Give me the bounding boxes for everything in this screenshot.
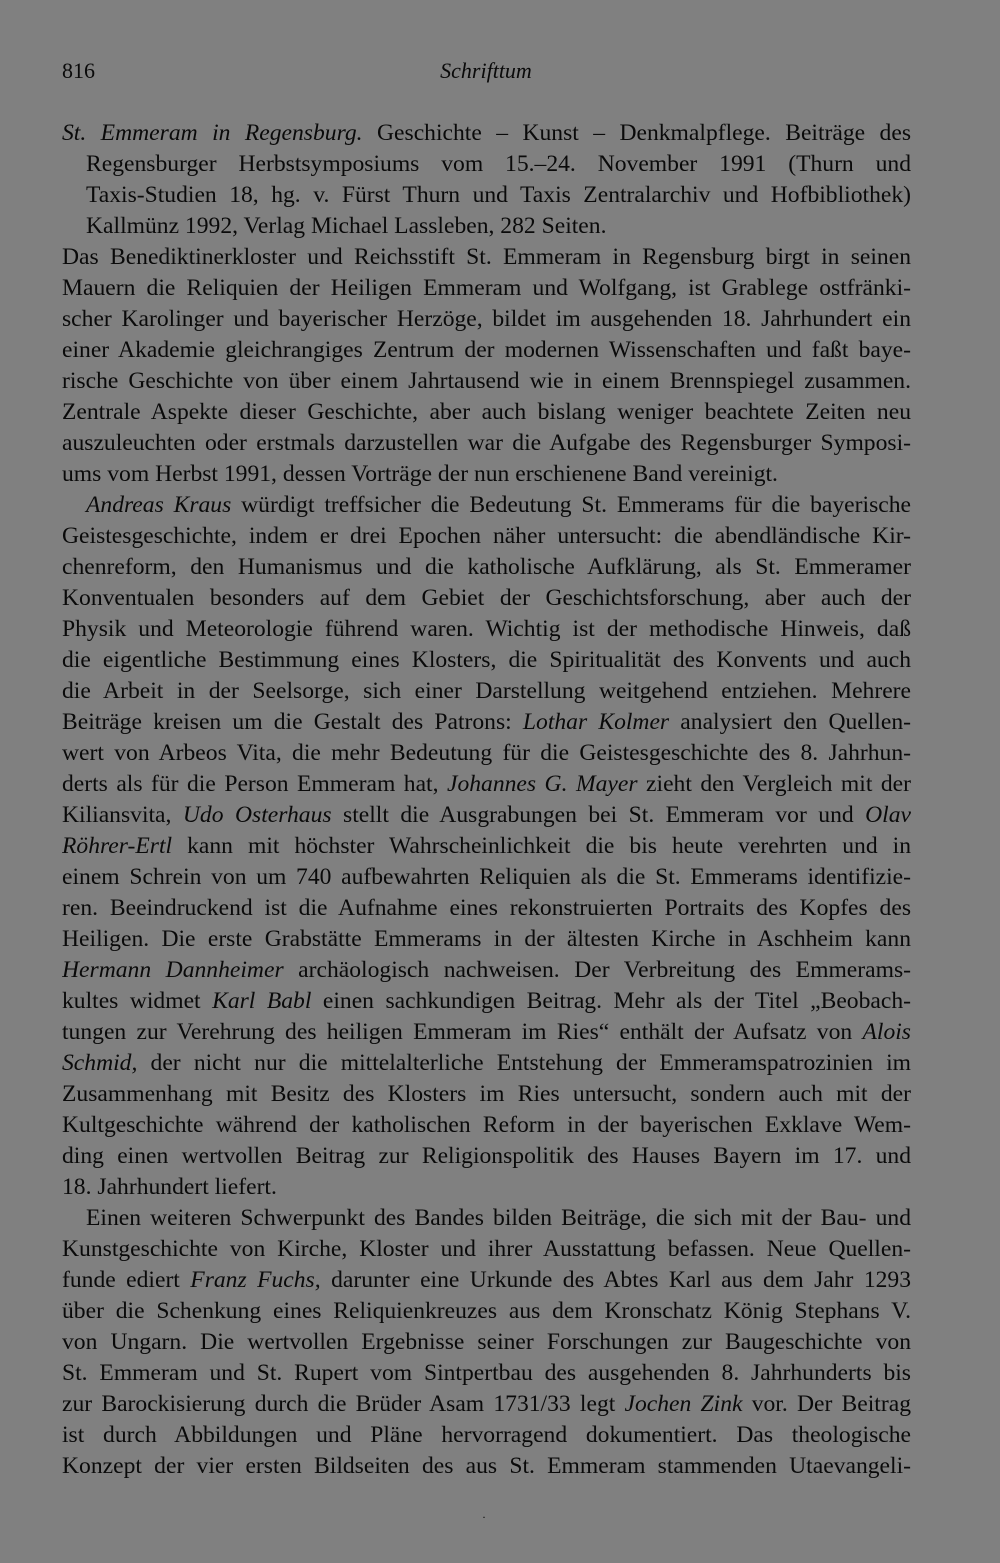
paragraph-line: die Arbeit in der Seelsorge, sich einer Darstellung weitgehend entziehen. Mehrere: [62, 678, 911, 704]
paragraph-line: Einen weiteren Schwerpunkt des Bandes bilden Beiträge, die sich mit der Bau- und: [86, 1205, 911, 1231]
paragraph-line: 18. Jahrhundert liefert.: [62, 1174, 277, 1200]
paragraph-line: Kunstgeschichte von Kirche, Kloster und ihrer Ausstattung befassen. Neue Quellen-: [62, 1236, 911, 1262]
paragraph-line: Geistesgeschichte, indem er drei Epochen näher untersucht: die abendländische Kir-: [62, 523, 911, 549]
paragraph-line: über die Schenkung eines Reliquienkreuzes aus dem Kronschatz König Stephans V.: [62, 1298, 911, 1324]
paragraph-line: einer Akademie gleichrangiges Zentrum der modernen Wissenschaften und faßt baye-: [62, 337, 911, 363]
paragraph-line: scher Karolinger und bayerischer Herzöge, bildet im ausgehenden 18. Jahrhundert ein: [62, 306, 911, 332]
citation-line: Taxis-Studien 18, hg. v. Fürst Thurn und Taxis Zentralarchiv und Hofbibliothek): [86, 182, 911, 208]
paragraph-line: Das Benediktinerkloster und Reichsstift St. Emmeram in Regensburg birgt in seinen: [62, 244, 911, 270]
page-header: [62, 58, 910, 88]
paragraph-line: Mauern die Reliquien der Heiligen Emmeram und Wolfgang, ist Grablege ostfränki-: [62, 275, 911, 301]
paragraph-line: rische Geschichte von über einem Jahrtausend wie in einem Brennspiegel zusammen.: [62, 368, 911, 394]
page-number: 816: [62, 58, 95, 83]
paragraph-line: wert von Arbeos Vita, die mehr Bedeutung für die Geistesgeschichte des 8. Jahrhun-: [62, 740, 911, 766]
paragraph-line: Hermann Dannheimer archäologisch nachweisen. Der Verbreitung des Emmerams-: [62, 957, 911, 983]
paragraph-line: Zentrale Aspekte dieser Geschichte, aber auch bislang weniger beachtete Zeiten neu: [62, 399, 911, 425]
paragraph-line: derts als für die Person Emmeram hat, Johannes G. Mayer zieht den Vergleich mit der: [62, 771, 911, 797]
paragraph-line: Kiliansvita, Udo Osterhaus stellt die Ausgrabungen bei St. Emmeram vor und Olav: [62, 802, 911, 828]
book-title: St. Emmeram in Regensburg.: [62, 120, 363, 146]
citation-line: Regensburger Herbstsymposiums vom 15.–24. November 1991 (Thurn und: [86, 151, 911, 177]
paragraph-line: ren. Beeindruckend ist die Aufnahme eines rekonstruierten Portraits des Kopfes des: [62, 895, 911, 921]
footer-mark: ·: [482, 1510, 486, 1524]
paragraph-line: Andreas Kraus würdigt treffsicher die Bedeutung St. Emmerams für die bayerische: [86, 492, 911, 518]
citation-line: [62, 118, 911, 149]
author-name: Udo Osterhaus: [182, 802, 332, 828]
paragraph-line: auszuleuchten oder erstmals darzustellen war die Aufgabe des Regensburger Symposi-: [62, 430, 911, 456]
paragraph-line: funde ediert Franz Fuchs, darunter eine Urkunde des Abtes Karl aus dem Jahr 1293: [62, 1267, 911, 1293]
paragraph-line: die eigentliche Bestimmung eines Klosters, die Spiritualität des Konvents und auch: [62, 647, 911, 673]
paragraph-line: Beiträge kreisen um die Gestalt des Patrons: Lothar Kolmer analysiert den Quellen-: [62, 709, 911, 735]
author-name: Karl Babl: [212, 988, 312, 1014]
paragraph-line: einem Schrein von um 740 aufbewahrten Reliquien als die St. Emmerams identifizie-: [62, 864, 911, 890]
paragraph-line: Heiligen. Die erste Grabstätte Emmerams in der ältesten Kirche in Aschheim kann: [62, 926, 911, 952]
author-name: Hermann Dannheimer: [62, 957, 284, 983]
paragraph-line: Konventualen besonders auf dem Gebiet der Geschichtsforschung, aber auch der: [62, 585, 911, 611]
citation-line: Kallmünz 1992, Verlag Michael Lassleben, 282 Seiten.: [86, 213, 607, 239]
paragraph-line: Kultgeschichte während der katholischen Reform in der bayerischen Exklave Wem-: [62, 1112, 911, 1138]
author-name: Andreas Kraus: [86, 492, 232, 518]
author-name: Olav: [865, 802, 911, 828]
paragraph-line: tungen zur Verehrung des heiligen Emmeram im Ries“ enthält der Aufsatz von Alois: [62, 1019, 911, 1045]
author-name: Johannes G. Mayer: [446, 771, 638, 797]
author-name: Schmid,: [62, 1050, 138, 1076]
author-name: Lothar Kolmer: [522, 709, 670, 735]
paragraph-line: Röhrer-Ertl kann mit höchster Wahrscheinlichkeit die bis heute verehrten und in: [62, 833, 911, 859]
paragraph-line: ums vom Herbst 1991, dessen Vorträge der nun erschienene Band vereinigt.: [62, 461, 778, 487]
paragraph-line: Zusammenhang mit Besitz des Klosters im Ries untersucht, sondern auch mit der: [62, 1081, 911, 1107]
citation-text: Geschichte – Kunst – Denkmalpflege. Beiträge des: [362, 120, 911, 146]
body-text: [62, 118, 911, 1482]
author-name: Röhrer-Ertl: [62, 833, 173, 859]
author-name: Alois: [862, 1019, 911, 1045]
paragraph-line: chenreform, den Humanismus und die katholische Aufklärung, als St. Emmeramer: [62, 554, 911, 580]
paragraph-line: Konzept der vier ersten Bildseiten des aus St. Emmeram stammenden Utaevangeli-: [62, 1453, 911, 1479]
paragraph-line: Physik und Meteorologie führend waren. Wichtig ist der methodische Hinweis, daß: [62, 616, 911, 642]
author-name: Jochen Zink: [624, 1391, 743, 1417]
running-title: Schrifttum: [440, 58, 532, 83]
paragraph-line: zur Barockisierung durch die Brüder Asam 1731/33 legt Jochen Zink vor. Der Beitrag: [62, 1391, 911, 1417]
paragraph-line: St. Emmeram und St. Rupert vom Sintpertbau des ausgehenden 8. Jahrhunderts bis: [62, 1360, 911, 1386]
paragraph-line: von Ungarn. Die wertvollen Ergebnisse seiner Forschungen zur Baugeschichte von: [62, 1329, 911, 1355]
paragraph-line: Schmid, der nicht nur die mittelalterliche Entstehung der Emmeramspatrozinien im: [62, 1050, 911, 1076]
author-name: Franz Fuchs,: [190, 1267, 321, 1293]
paragraph-line: kultes widmet Karl Babl einen sachkundigen Beitrag. Mehr als der Titel „Beobach-: [62, 988, 911, 1014]
paragraph-line: ist durch Abbildungen und Pläne hervorragend dokumentiert. Das theologische: [62, 1422, 911, 1448]
paragraph-line: ding einen wertvollen Beitrag zur Religionspolitik des Hauses Bayern im 17. und: [62, 1143, 911, 1169]
